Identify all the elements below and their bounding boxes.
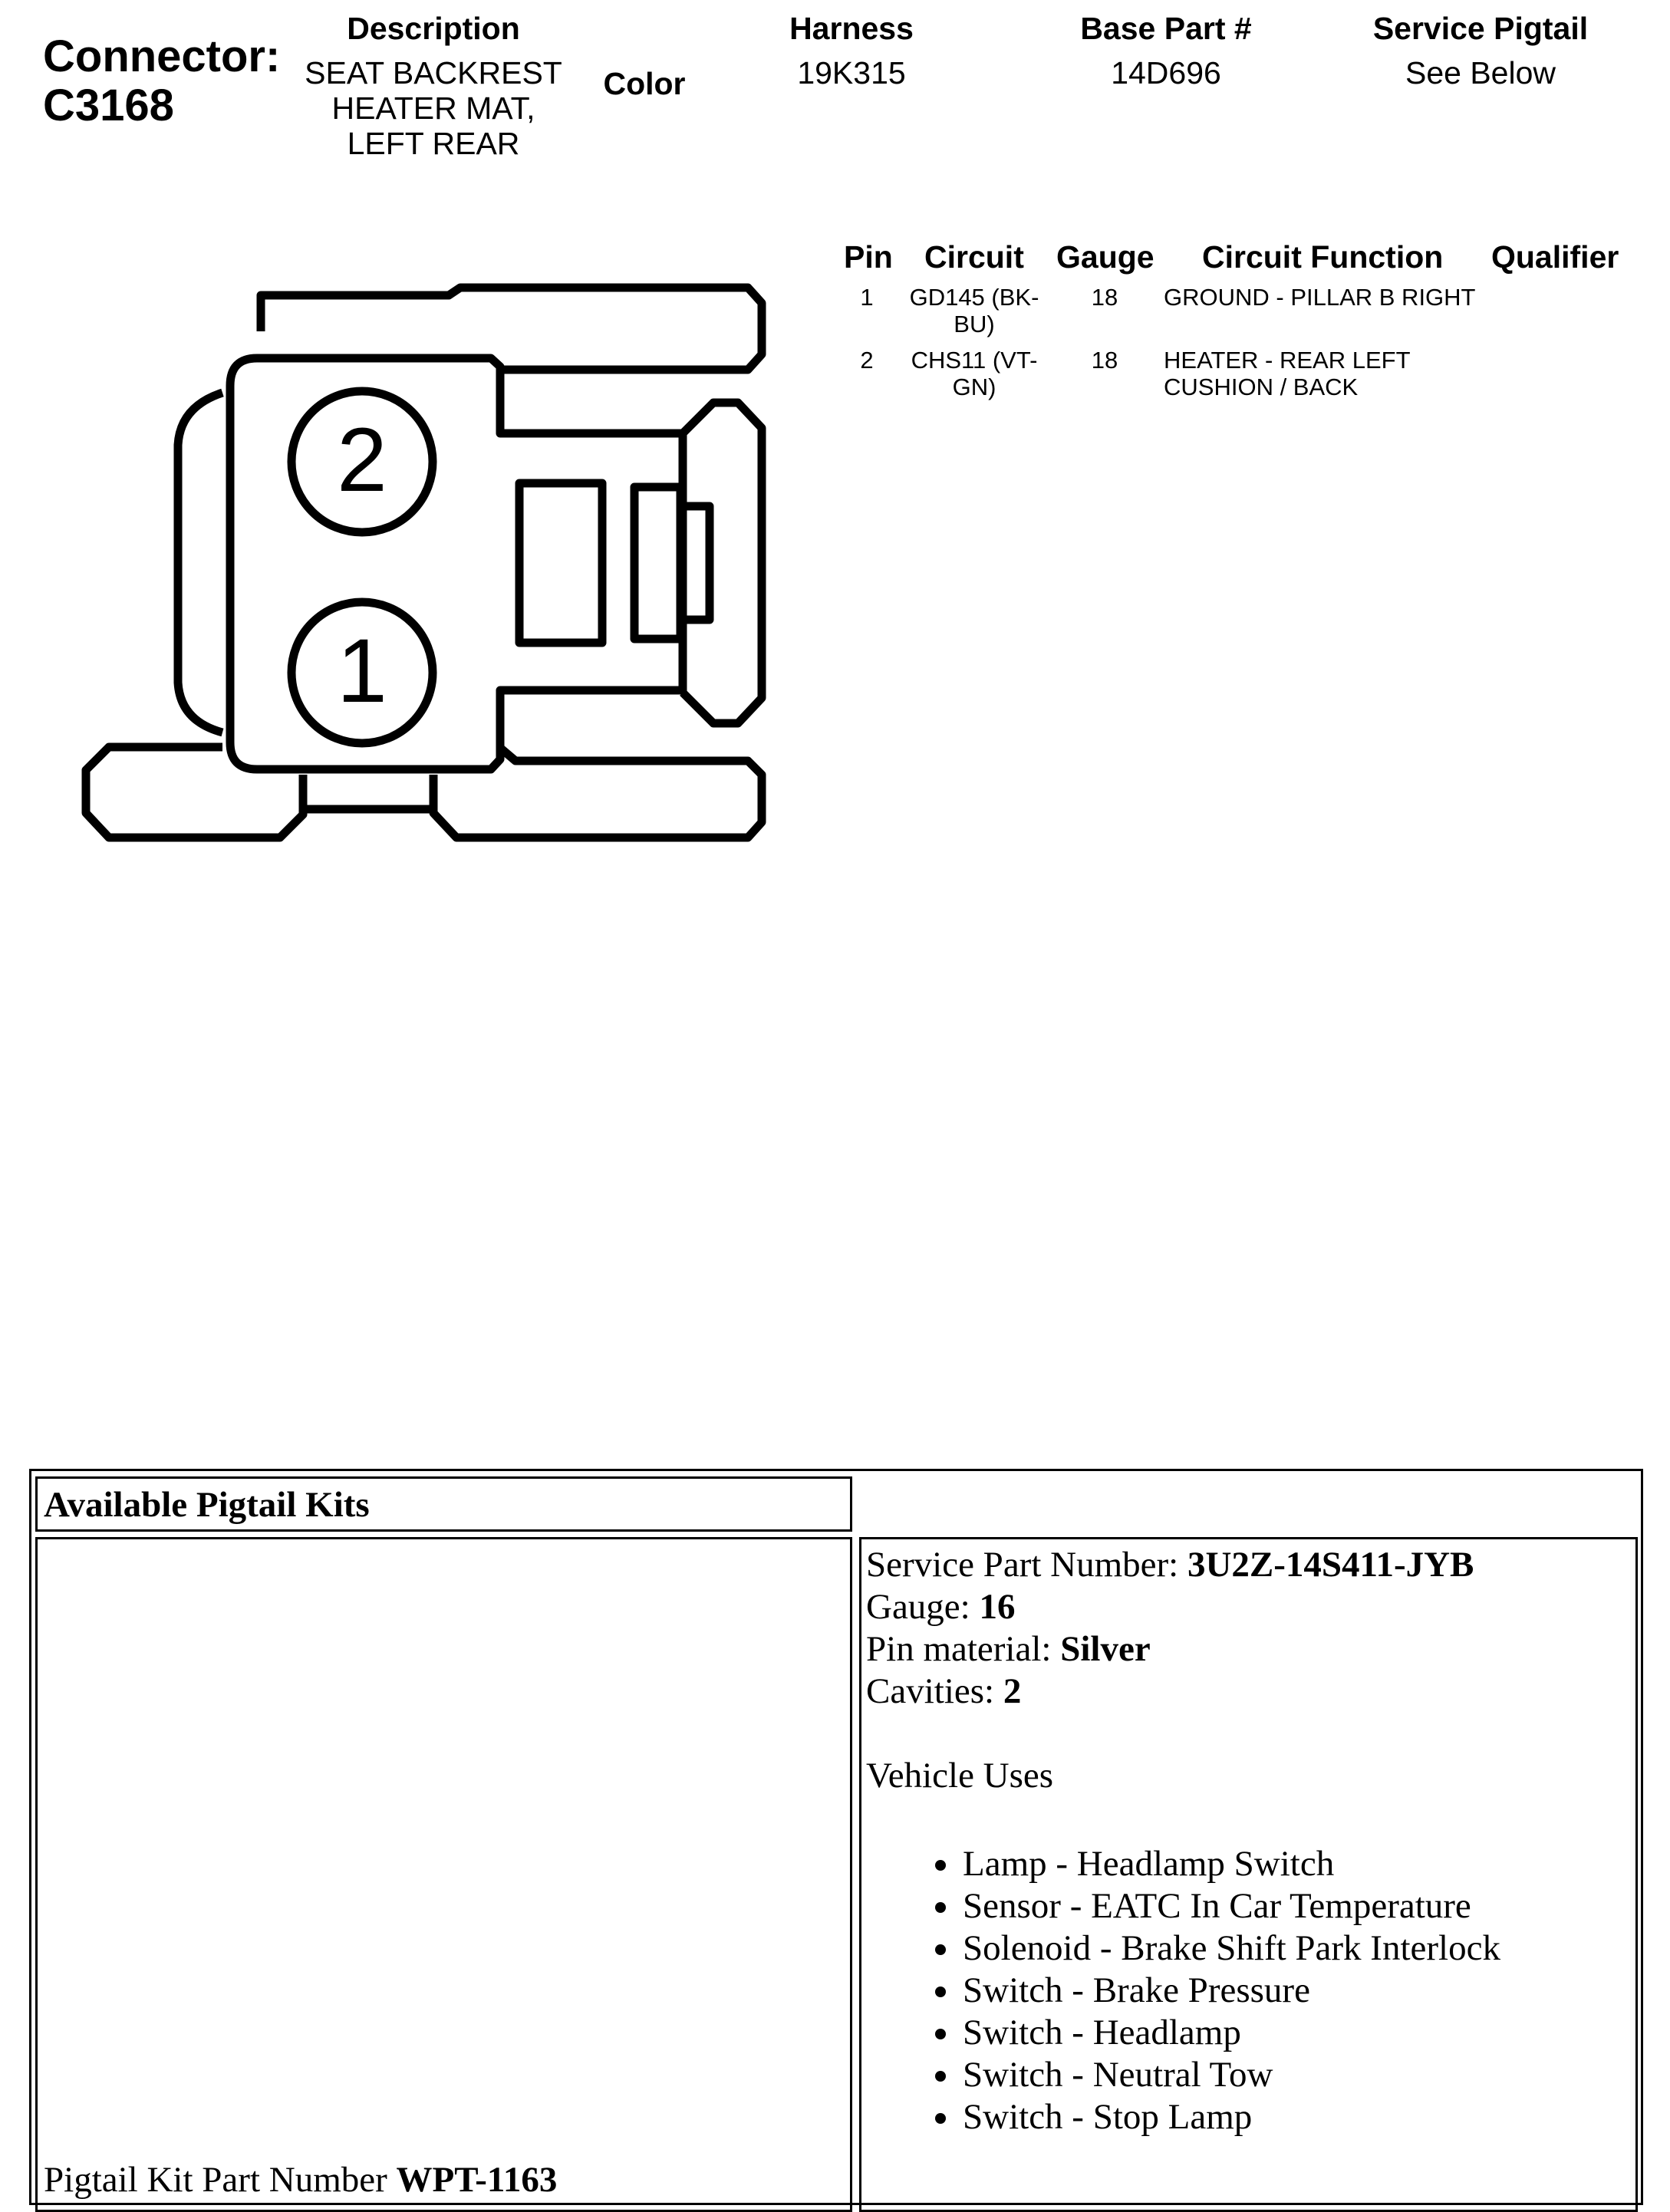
- circuit-line: BU): [954, 311, 995, 337]
- inner-key-slot: [519, 483, 602, 643]
- pin-header: Pin: [844, 239, 893, 275]
- list-item: • Lamp - Headlamp Switch: [961, 1843, 1635, 1885]
- base-part-title: Base Part #: [1080, 11, 1252, 46]
- color-title: Color: [603, 66, 686, 101]
- inner-lock-slot: [634, 487, 680, 639]
- pigtail-kits-title: Available Pigtail Kits: [44, 1485, 370, 1525]
- right-lock-arm: [683, 403, 762, 723]
- cavities-label: Cavities:: [866, 1671, 1003, 1711]
- bottom-left-foot: [86, 747, 303, 838]
- function-header: Circuit Function: [1202, 239, 1444, 275]
- cavities-value: 2: [1003, 1671, 1022, 1711]
- pin-1-label: 1: [337, 620, 387, 722]
- pigtail-kit-part: [44, 2159, 557, 2200]
- function-cell: [1164, 347, 1517, 400]
- pigtail-kits-title-cell: [35, 1476, 852, 1532]
- pin-material-label: Pin material:: [866, 1629, 1061, 1669]
- pin-cell: 1: [860, 284, 874, 311]
- vehicle-uses-list: [866, 1843, 1635, 2138]
- gauge-spec: [866, 1586, 1635, 1628]
- function-line: GROUND - PILLAR B RIGHT: [1164, 284, 1476, 311]
- list-item: • Switch - Stop Lamp: [961, 2096, 1635, 2138]
- pigtail-details-cell: [859, 1537, 1638, 2212]
- list-item: • Solenoid - Brake Shift Park Interlock: [961, 1927, 1635, 1970]
- pigtail-kit-value: WPT-1163: [396, 2160, 558, 2200]
- bottom-right-foot: [433, 748, 762, 838]
- pin-2-label: 2: [337, 410, 387, 511]
- vehicle-uses-title: Vehicle Uses: [866, 1756, 1054, 1796]
- pigtail-kit-label: Pigtail Kit Part Number: [44, 2160, 397, 2200]
- service-part-number: [866, 1544, 1635, 1586]
- service-pigtail-title: Service Pigtail: [1372, 11, 1589, 46]
- list-item: • Switch - Headlamp: [961, 2012, 1635, 2054]
- harness-title: Harness: [789, 11, 914, 46]
- service-part-label: Service Part Number:: [866, 1545, 1187, 1585]
- circuit-line: GD145 (BK-: [909, 284, 1039, 311]
- function-line: CUSHION / BACK: [1164, 374, 1359, 400]
- gauge-value: 16: [979, 1587, 1016, 1627]
- cavities-spec: [866, 1671, 1635, 1713]
- pin-material-spec: [866, 1628, 1635, 1671]
- list-item: • Switch - Neutral Tow: [961, 2054, 1635, 2096]
- pigtail-kit-image-cell: [35, 1537, 852, 2212]
- gauge-header: Gauge: [1056, 239, 1155, 275]
- function-line: HEATER - REAR LEFT: [1164, 347, 1411, 374]
- service-part-value: 3U2Z-14S411-JYB: [1187, 1545, 1474, 1585]
- bottom-plate: [303, 775, 433, 809]
- gauge-cell: 18: [1091, 284, 1118, 311]
- base-part-value: 14D696: [1111, 55, 1221, 91]
- harness-value: 19K315: [797, 55, 906, 91]
- circuit-line: GN): [952, 374, 996, 400]
- service-pigtail-value: See Below: [1405, 55, 1556, 91]
- connector-face-diagram: [0, 0, 782, 859]
- qualifier-header: Qualifier: [1491, 239, 1619, 275]
- pin-material-value: Silver: [1060, 1629, 1151, 1669]
- description-line: HEATER MAT,: [331, 91, 535, 126]
- circuit-cell: [898, 347, 1051, 400]
- circuit-cell: [898, 284, 1051, 337]
- gauge-cell: 18: [1091, 347, 1118, 374]
- list-item: • Switch - Brake Pressure: [961, 1970, 1635, 2012]
- description-line: LEFT REAR: [347, 126, 520, 161]
- left-bulge: [178, 393, 222, 732]
- description-title: Description: [347, 11, 520, 46]
- circuit-header: Circuit: [924, 239, 1024, 275]
- function-cell: [1164, 284, 1517, 311]
- circuit-line: CHS11 (VT-: [911, 347, 1038, 374]
- description-line: SEAT BACKREST: [305, 55, 562, 91]
- gauge-label: Gauge:: [866, 1587, 980, 1627]
- connector-label: Connector:: [43, 31, 281, 81]
- list-item: • Sensor - EATC In Car Temperature: [961, 1885, 1635, 1927]
- connector-id: C3168: [43, 81, 174, 130]
- pin-cell: 2: [860, 347, 874, 374]
